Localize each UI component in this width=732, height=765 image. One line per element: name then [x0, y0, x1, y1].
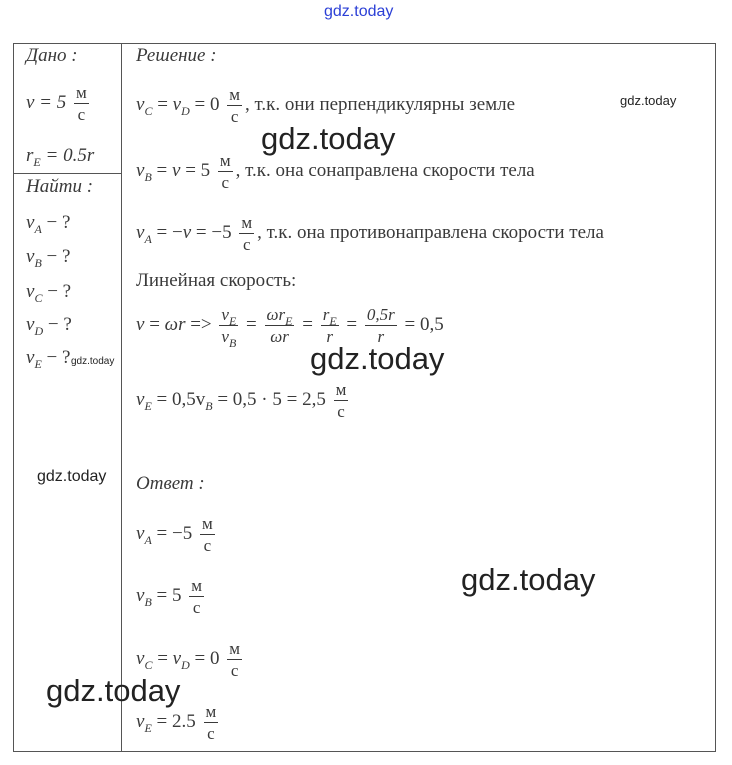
watermark-small-right: gdz.today [620, 93, 677, 108]
watermark-large-3: gdz.today [461, 562, 596, 597]
column-divider [121, 43, 122, 752]
given-header: Дано : [26, 45, 78, 66]
watermark-large-4: gdz.today [46, 673, 181, 708]
given-v [26, 84, 92, 123]
find-item-vb: $v_B$ − ? [26, 246, 71, 270]
linear-speed-label: Линейная скорость: [136, 270, 297, 291]
solution-ve: $v_E = 0,5v_B = 0,5 \cdot 5 = 2,5$ м с [136, 380, 347, 421]
solution-ratio: v = ωr => $\frac{v_E}{v_B}$ = $\omega r_E$ ωr = $\frac{r_E}{r}$ = $\frac{0,5r}{r}$ = 0,5 [136, 305, 444, 350]
solution-line-vb: $v_B = v = 5$ м с , т.к. она сонаправлена скорости тела [136, 151, 535, 192]
given-v-unit: м с [76, 83, 87, 124]
find-header: Найти : [26, 176, 94, 197]
solution-line-va: $v_A = -v = -5$ м с , т.к. она противонаправлена скорости тела [136, 213, 604, 254]
find-item-vc: $v_C$ − ? [26, 281, 72, 305]
given-r: $r_E = 0.5r$ [26, 145, 95, 169]
find-item-va: $v_A$ − ? [26, 212, 71, 236]
answer-va: $v_A = -5$ м с [136, 514, 213, 555]
find-item-vd: $v_D$ − ? [26, 314, 72, 338]
watermark-large-1: gdz.today [261, 121, 396, 156]
answer-vb: $v_B = 5$ м с [136, 576, 203, 617]
answer-vc-vd: $v_C = v_D = 0$ м с [136, 639, 241, 680]
given-find-divider [13, 173, 122, 174]
answer-header: Ответ : [136, 473, 205, 494]
find-item-ve: $v_E$ − ? [26, 347, 71, 371]
solution-header: Решение : [136, 45, 217, 66]
watermark-top: gdz.today [324, 3, 394, 20]
watermark-large-2: gdz.today [310, 341, 445, 376]
answer-ve: $v_E = 2.5$ м с [136, 702, 217, 743]
given-v-eq: v = 5 [26, 91, 67, 113]
watermark-tiny: gdz.today [71, 356, 115, 367]
solution-line-vc-vd: $v_C = v_D = 0$ м с , т.к. они перпендикулярны земле [136, 85, 516, 126]
watermark-left: gdz.today [37, 468, 107, 485]
